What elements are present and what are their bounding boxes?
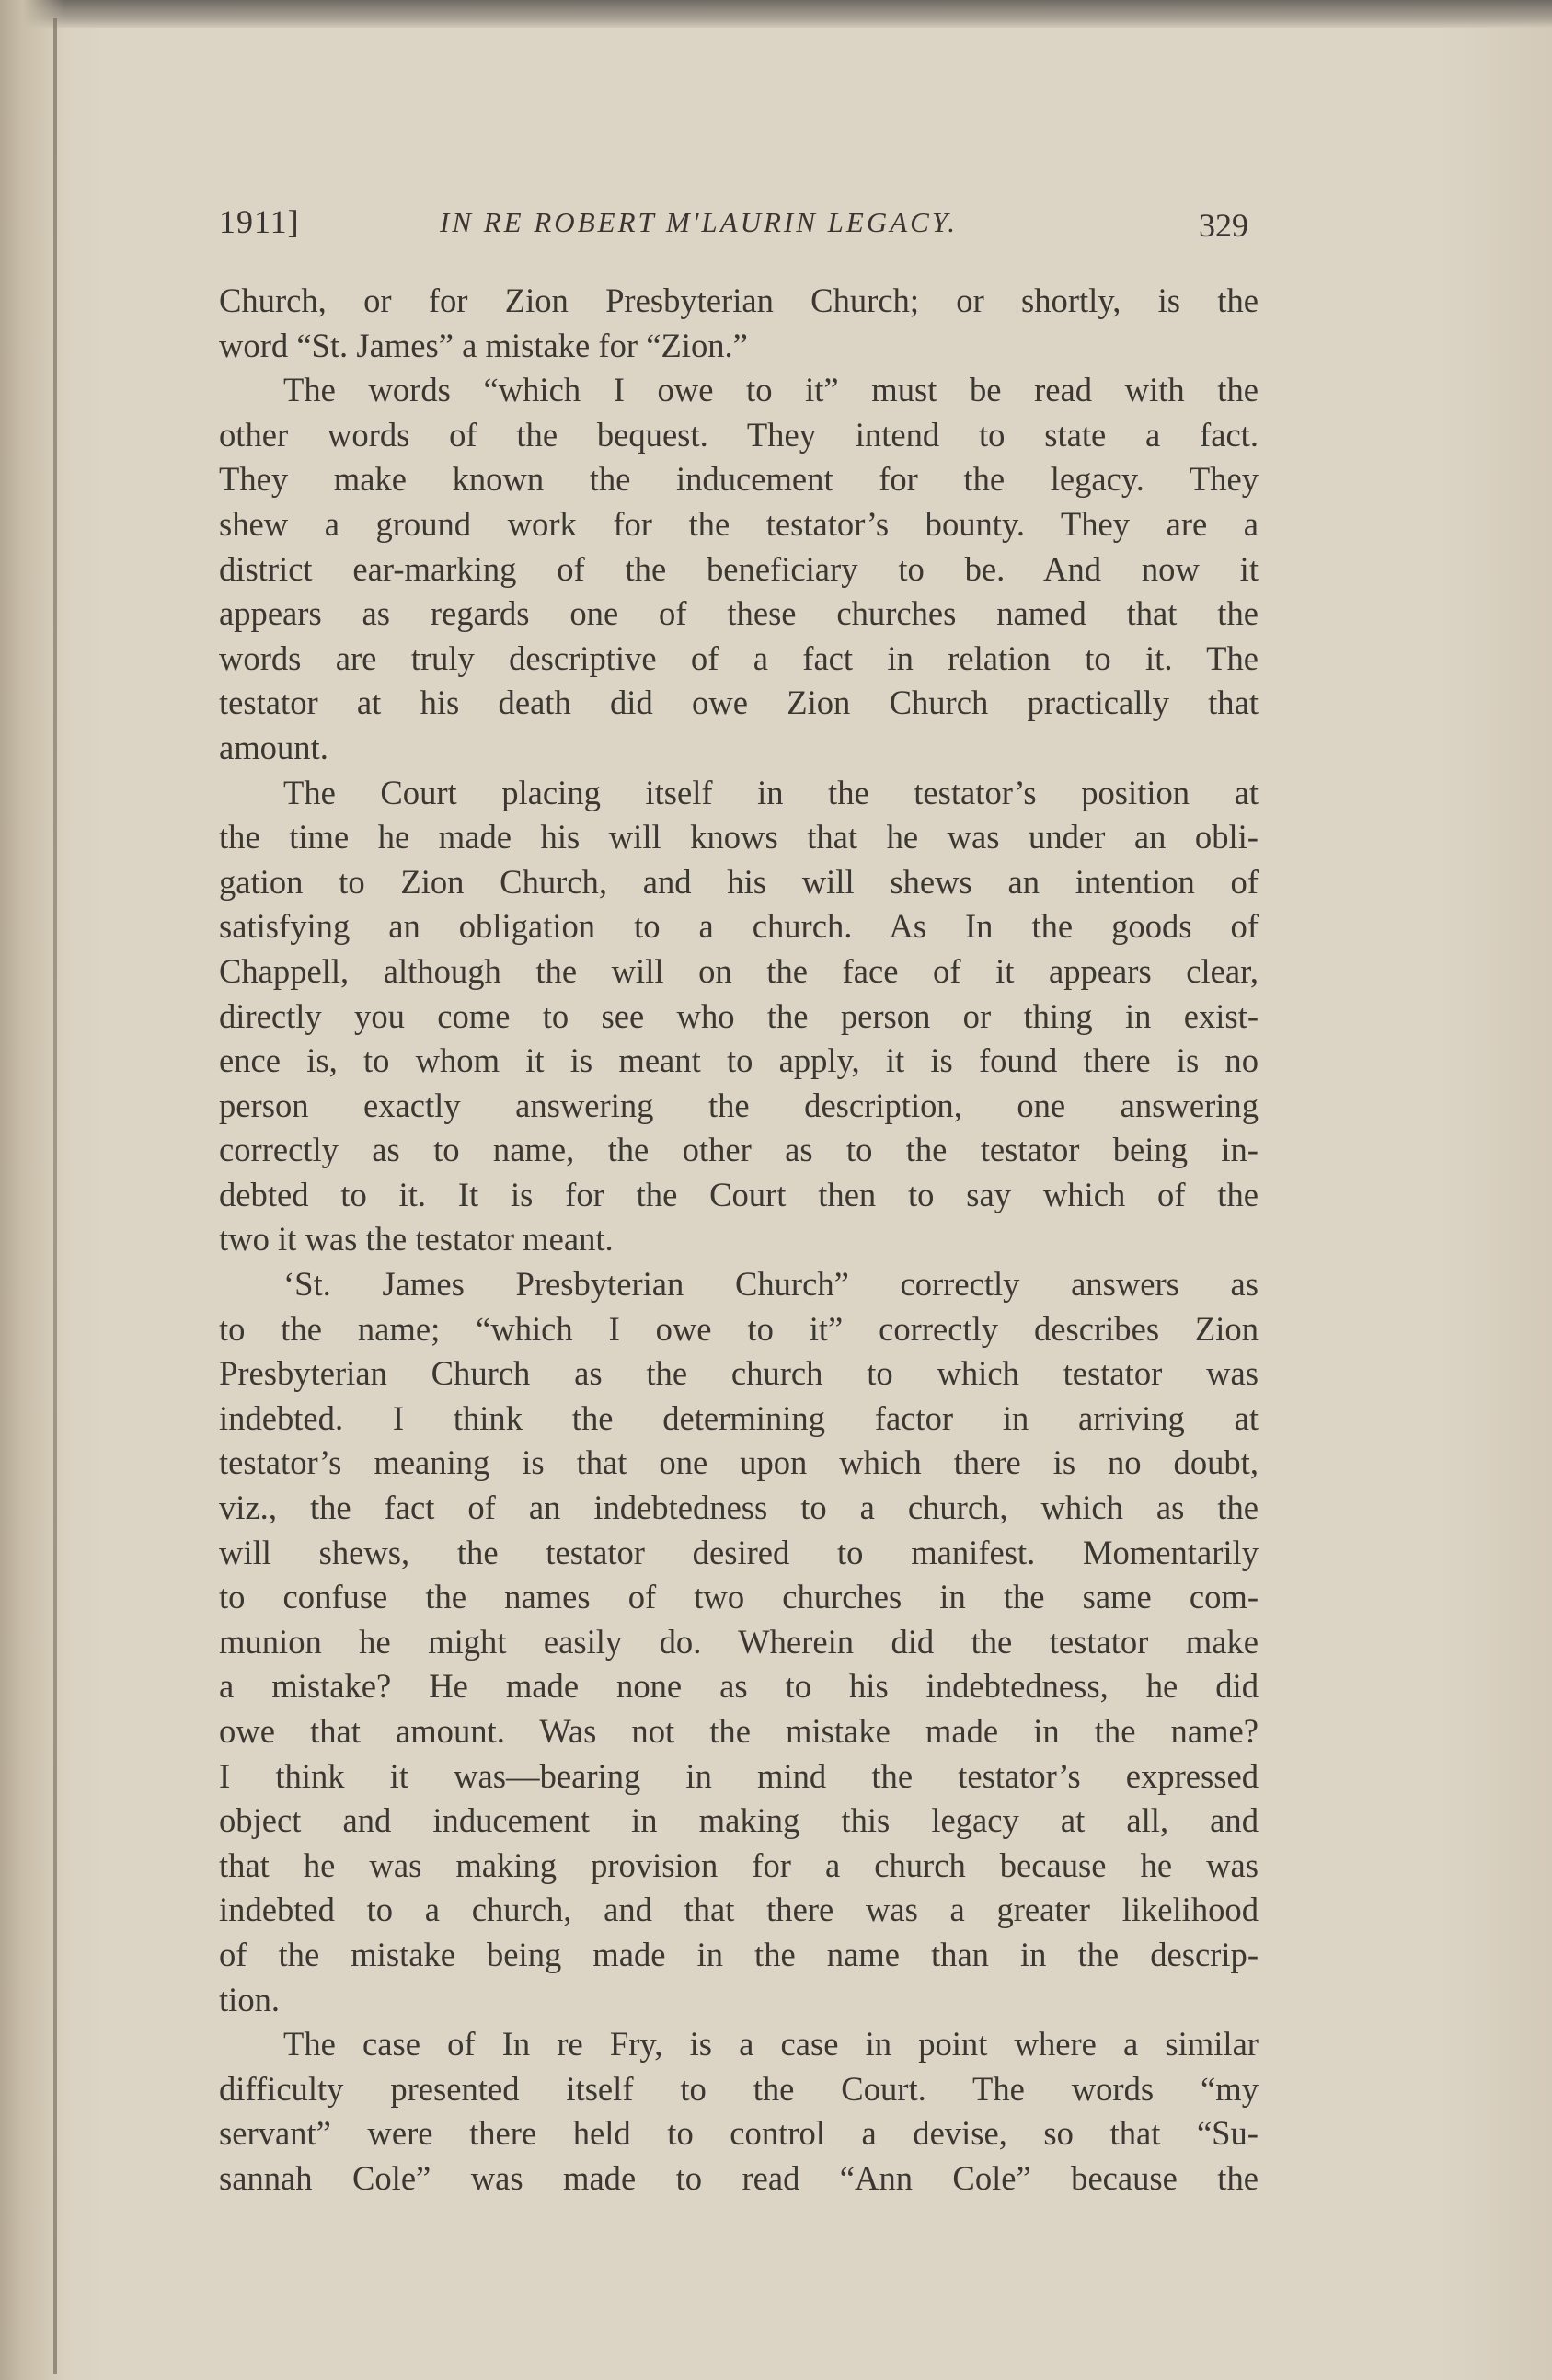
text-line: tion. bbox=[219, 1980, 281, 2018]
text-line: that he was making provision for a church because he was bbox=[219, 1845, 1259, 1884]
text-line: indebted. I think the determining factor in arriving at bbox=[219, 1398, 1259, 1437]
text-line: of the mistake being made in the name than in the descrip- bbox=[219, 1935, 1259, 1973]
header-title: IN RE ROBERT M'LAURIN LEGACY. bbox=[440, 206, 958, 238]
text-line: words are truly descriptive of a fact in relation to it. The bbox=[219, 638, 1259, 677]
text-line: I think it was—bearing in mind the testator’s expressed bbox=[219, 1756, 1259, 1795]
text-line: debted to it. It is for the Court then to say which of the bbox=[219, 1175, 1259, 1213]
text-line: object and inducement in making this legacy at all, and bbox=[219, 1801, 1259, 1840]
text-line: The case of In re Fry, is a case in point where a similar bbox=[283, 2025, 1259, 2064]
text-line: Chappell, although the will on the face of it appears clear, bbox=[219, 951, 1259, 990]
text-line: ence is, to whom it is meant to apply, it is found there is no bbox=[219, 1041, 1259, 1080]
body-text bbox=[219, 279, 1259, 2202]
text-line: amount. bbox=[219, 728, 328, 766]
text-line: will shews, the testator desired to manifest. Momentarily bbox=[219, 1533, 1259, 1571]
text-line: to the name; “which I owe to it” correctly describes Zion bbox=[219, 1309, 1259, 1348]
text-line: They make known the inducement for the legacy. They bbox=[219, 460, 1259, 499]
text-line: shew a ground work for the testator’s bounty. They are a bbox=[219, 504, 1259, 543]
text-line: directly you come to see who the person or thing in exist- bbox=[219, 996, 1259, 1035]
text-line: indebted to a church, and that there was a greater likelihood bbox=[219, 1891, 1259, 1929]
header-year: 1911] bbox=[219, 203, 300, 240]
text-line: viz., the fact of an indebtedness to a church, which as the bbox=[219, 1489, 1259, 1527]
page-number: 329 bbox=[1199, 207, 1248, 244]
text-line: ‘St. James Presbyterian Church” correctly answers as bbox=[283, 1265, 1259, 1304]
running-header bbox=[219, 202, 1277, 248]
page-top-edge bbox=[0, 0, 1552, 28]
text-line: to confuse the names of two churches in the same com- bbox=[219, 1578, 1259, 1616]
text-line: a mistake? He made none as to his indebtedness, he did bbox=[219, 1667, 1259, 1706]
text-line: other words of the bequest. They intend to state a fact. bbox=[219, 415, 1259, 454]
text-line: word “St. James” a mistake for “Zion.” bbox=[219, 326, 748, 364]
text-line: the time he made his will knows that he was under an obli- bbox=[219, 818, 1259, 857]
text-line: appears as regards one of these churches named that the bbox=[219, 594, 1259, 633]
text-line: servant” were there held to control a devise, so that “Su- bbox=[219, 2114, 1259, 2153]
text-line: sannah Cole” was made to read “Ann Cole” because the bbox=[219, 2158, 1259, 2197]
binding-spine-line bbox=[53, 18, 57, 2374]
text-line: person exactly answering the description, one answering bbox=[219, 1086, 1259, 1124]
text-line: Presbyterian Church as the church to which testator was bbox=[219, 1354, 1259, 1393]
text-line: owe that amount. Was not the mistake made in the name? bbox=[219, 1712, 1259, 1750]
text-line: correctly as to name, the other as to the testator being in- bbox=[219, 1131, 1259, 1169]
text-line: The words “which I owe to it” must be read with the bbox=[283, 371, 1259, 409]
text-line: gation to Zion Church, and his will shews an intention of bbox=[219, 862, 1259, 901]
text-line: difficulty presented itself to the Court. The words “my bbox=[219, 2069, 1259, 2108]
text-line: two it was the testator meant. bbox=[219, 1220, 614, 1259]
text-line: Church, or for Zion Presbyterian Church; or shortly, is the bbox=[219, 282, 1259, 319]
text-line: satisfying an obligation to a church. As In the goods of bbox=[219, 907, 1259, 946]
text-line: testator at his death did owe Zion Church practically that bbox=[219, 684, 1259, 722]
text-line: munion he might easily do. Wherein did the testator make bbox=[219, 1622, 1259, 1661]
text-line: The Court placing itself in the testator’s position at bbox=[283, 773, 1259, 811]
text-line: district ear-marking of the beneficiary to be. And now it bbox=[219, 549, 1259, 588]
text-line: testator’s meaning is that one upon which there is no doubt, bbox=[219, 1443, 1259, 1482]
